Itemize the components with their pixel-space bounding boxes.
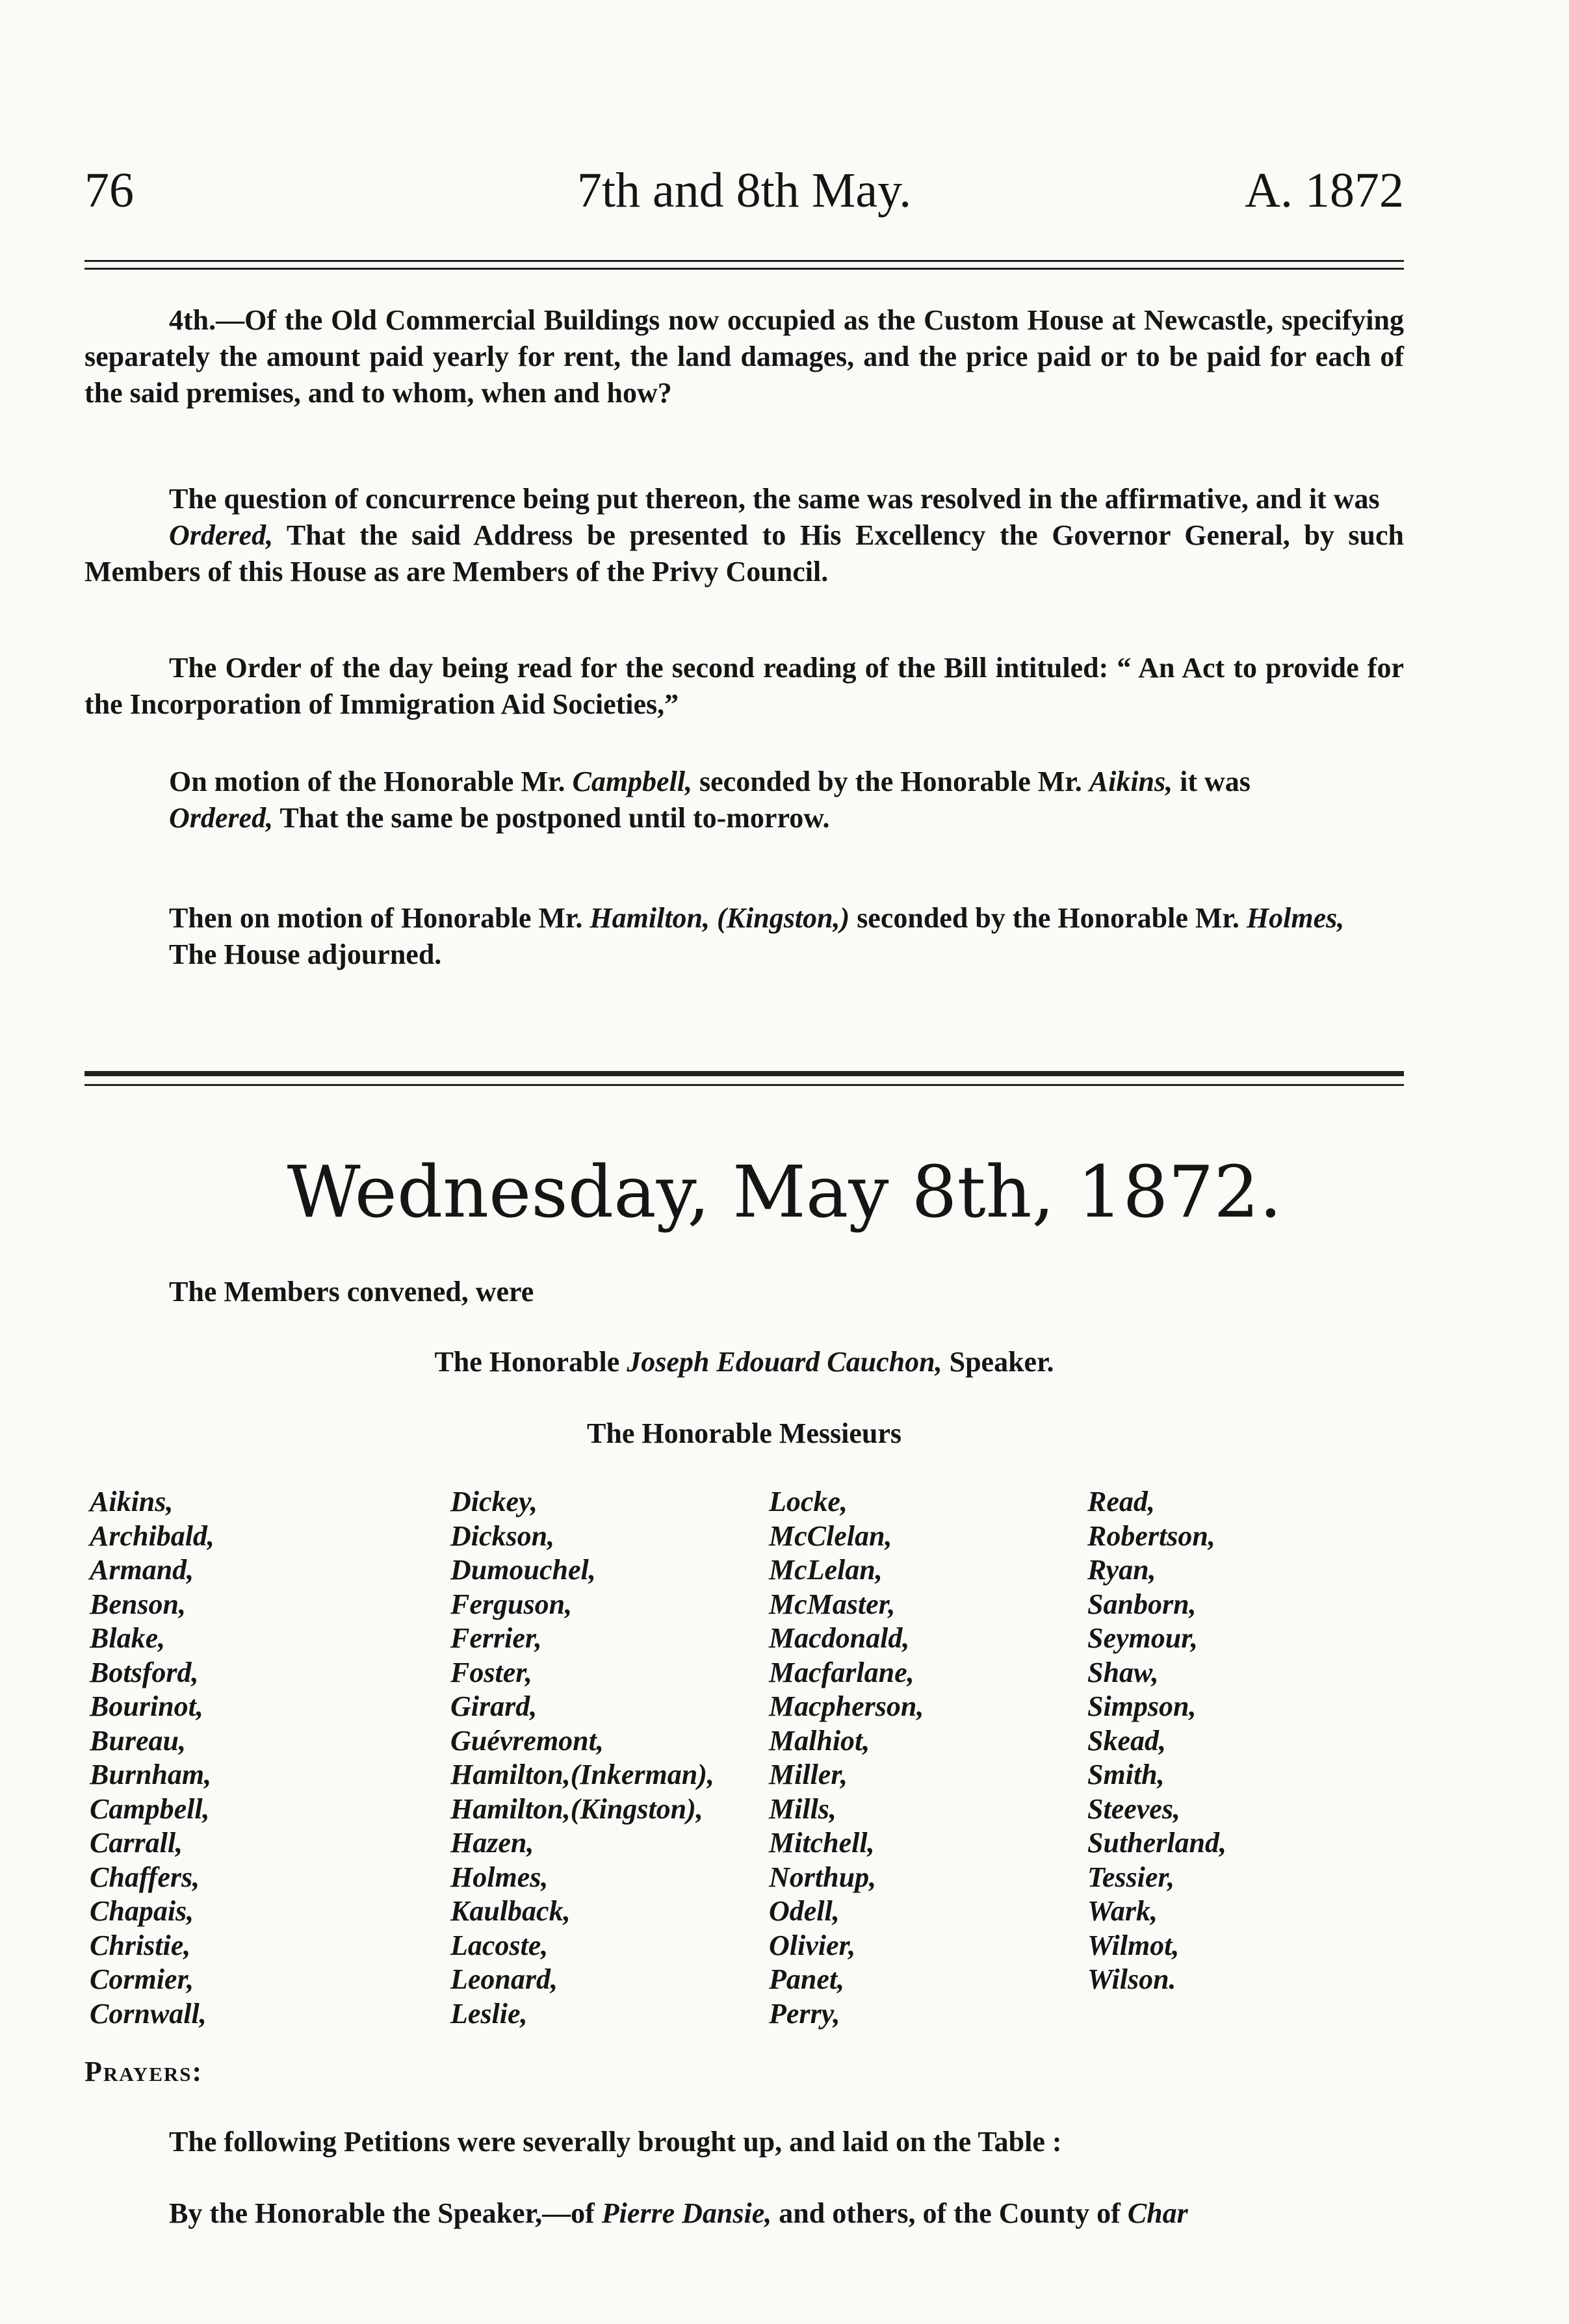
- speaker-suffix: Speaker.: [949, 1346, 1054, 1378]
- member-name: Steeves,: [1087, 1792, 1180, 1825]
- speaker-name: Joseph Edouard Cauchon,: [627, 1346, 942, 1378]
- member-name: Leslie,: [450, 1997, 528, 2030]
- member-name: Leonard,: [450, 1963, 558, 1995]
- member-name: Archibald,: [90, 1519, 214, 1552]
- member-name: Benson,: [90, 1588, 186, 1620]
- member-name: Armand,: [90, 1554, 194, 1586]
- member-name: McLelan,: [769, 1554, 883, 1586]
- member-name: Kaulback,: [450, 1895, 571, 1927]
- member-name: Burnham,: [90, 1759, 212, 1790]
- member-name: Bourinot,: [90, 1690, 203, 1722]
- header-divider-second: [84, 268, 1404, 270]
- member-name: Carrall,: [90, 1827, 183, 1859]
- section-divider-second: [84, 1084, 1404, 1086]
- convened-line: [84, 1274, 1404, 1310]
- member-name: Hamilton,(Kingston),: [450, 1792, 703, 1825]
- ordered-lead: Ordered,: [169, 519, 274, 551]
- ordered-text: That the said Address be presented to His Excellency the Governor General, by such Members of this House as are Members of the Privy Council.: [84, 519, 1404, 587]
- member-name: Odell,: [769, 1895, 840, 1927]
- header-divider: [84, 260, 1404, 262]
- member-name: Macdonald,: [769, 1622, 910, 1654]
- adjourn-text-a: Then on motion of Honorable Mr.: [169, 902, 583, 934]
- member-name: Wark,: [1087, 1895, 1158, 1927]
- section-divider: [84, 1071, 1404, 1076]
- member-name: Cornwall,: [90, 1997, 207, 2030]
- member-name: Mills,: [769, 1792, 836, 1825]
- member-name: Malhiot,: [769, 1724, 870, 1757]
- convened-text: The Members convened, were: [169, 1276, 534, 1308]
- day-title: Wednesday, May 8th, 1872.: [287, 1150, 1282, 1233]
- year-label: A. 1872: [1245, 163, 1404, 218]
- ordered-lead-2: Ordered,: [169, 802, 274, 834]
- member-name: Wilmot,: [1087, 1929, 1180, 1961]
- member-name: Panet,: [769, 1963, 845, 1995]
- member-name: Robertson,: [1087, 1519, 1215, 1552]
- member-name: Aikins,: [90, 1486, 174, 1517]
- page-number: 76: [84, 163, 134, 218]
- county-name: Char: [1127, 2197, 1188, 2229]
- item-4-text: 4th.—Of the Old Commercial Buildings now occupied as the Custom House at Newcastle, specifying separately the amount paid yearly for rent, the land damages, and the price paid or to be paid for each of the said premises, and to whom, when and how?: [84, 304, 1404, 409]
- member-name: Ferrier,: [450, 1622, 542, 1654]
- member-name: Holmes,: [450, 1861, 549, 1893]
- member-name: McMaster,: [769, 1588, 896, 1620]
- adjourn-paragraph: [84, 900, 1404, 973]
- motion-text-a: On motion of the Honorable Mr.: [169, 766, 565, 797]
- member-name: Northup,: [769, 1861, 877, 1893]
- member-name: Dickson,: [450, 1519, 555, 1552]
- members-column-4: [1087, 1485, 1399, 1997]
- member-name: Locke,: [769, 1486, 848, 1517]
- member-name: Hazen,: [450, 1827, 534, 1859]
- member-name: Tessier,: [1087, 1861, 1175, 1893]
- adjourn-text-c: The House adjourned.: [169, 938, 442, 970]
- adjourn-mover-name: Hamilton, (Kingston,): [590, 902, 850, 934]
- member-name: Guévremont,: [450, 1724, 604, 1757]
- member-name: Shaw,: [1087, 1656, 1159, 1688]
- speaker-petition-text-b: and others, of the County of: [779, 2197, 1121, 2229]
- ordered-text-2: That the same be postponed until to-morrow.: [279, 802, 830, 834]
- speaker-petition-text-a: By the Honorable the Speaker,—of: [169, 2197, 595, 2229]
- member-name: Lacoste,: [450, 1929, 549, 1961]
- adjourn-seconder-name: Holmes,: [1246, 902, 1345, 934]
- member-name: Botsford,: [90, 1656, 199, 1688]
- petitioner-name: Pierre Dansie,: [601, 2197, 772, 2229]
- member-name: Macfarlane,: [769, 1656, 914, 1688]
- adjourn-text-b: seconded by the Honorable Mr.: [857, 902, 1239, 934]
- petitions-text: The following Petitions were severally brought up, and laid on the Table :: [169, 2126, 1062, 2158]
- member-name: Mitchell,: [769, 1827, 875, 1859]
- member-name: Chapais,: [90, 1895, 194, 1927]
- member-name: Simpson,: [1087, 1690, 1197, 1722]
- item-4-paragraph: [84, 302, 1404, 411]
- member-name: Perry,: [769, 1997, 840, 2030]
- members-column-1: [90, 1485, 402, 2031]
- member-name: Girard,: [450, 1690, 538, 1722]
- member-name: Dumouchel,: [450, 1554, 596, 1586]
- member-name: Hamilton,(Inkerman),: [450, 1759, 714, 1790]
- mover-name: Campbell,: [572, 766, 693, 797]
- member-name: McClelan,: [769, 1519, 892, 1552]
- members-column-2: [450, 1485, 762, 2031]
- motion-text-b: seconded by the Honorable Mr.: [699, 766, 1082, 797]
- member-name: Chaffers,: [90, 1861, 200, 1893]
- concurrence-paragraph: [84, 481, 1404, 590]
- member-name: Sutherland,: [1087, 1827, 1226, 1859]
- member-name: Ryan,: [1087, 1554, 1156, 1586]
- member-name: Miller,: [769, 1759, 848, 1790]
- concurrence-text: The question of concurrence being put thereon, the same was resolved in the affirmative, and it was: [169, 483, 1380, 515]
- member-name: Skead,: [1087, 1724, 1166, 1757]
- seconder-name: Aikins,: [1089, 766, 1173, 797]
- page-title: 7th and 8th May.: [577, 163, 912, 218]
- member-name: Wilson.: [1087, 1963, 1176, 1995]
- member-name: Campbell,: [90, 1792, 210, 1825]
- prayers-text: Prayers:: [84, 2056, 203, 2087]
- members-column-3: [769, 1485, 1081, 2031]
- member-name: Seymour,: [1087, 1622, 1198, 1654]
- member-name: Ferguson,: [450, 1588, 573, 1620]
- member-name: Foster,: [450, 1656, 532, 1688]
- member-name: Bureau,: [90, 1724, 186, 1757]
- speaker-prefix: The Honorable: [434, 1346, 620, 1378]
- prayers-line: [84, 2054, 1404, 2090]
- member-name: Macpherson,: [769, 1690, 924, 1722]
- speaker-petition-line: [84, 2195, 1404, 2232]
- member-name: Christie,: [90, 1929, 191, 1961]
- speaker-line: [84, 1345, 1404, 1378]
- member-name: Sanborn,: [1087, 1588, 1197, 1620]
- member-name: Dickey,: [450, 1486, 538, 1517]
- member-name: Smith,: [1087, 1759, 1165, 1790]
- order-of-day-text: The Order of the day being read for the second reading of the Bill intituled: “ An Act to provide for the Incorporation of Immigration Aid Societies,”: [84, 652, 1404, 720]
- member-name: Cormier,: [90, 1963, 194, 1995]
- petitions-line: [84, 2124, 1404, 2160]
- page-header: [84, 162, 1404, 234]
- order-of-day-paragraph: [84, 650, 1404, 723]
- member-name: Read,: [1087, 1486, 1155, 1517]
- motion-paragraph: [84, 764, 1404, 836]
- messieurs-heading: The Honorable Messieurs: [587, 1417, 901, 1449]
- motion-text-c: it was: [1180, 766, 1251, 797]
- member-name: Olivier,: [769, 1929, 856, 1961]
- member-name: Blake,: [90, 1622, 166, 1654]
- members-list: [90, 1485, 1325, 2030]
